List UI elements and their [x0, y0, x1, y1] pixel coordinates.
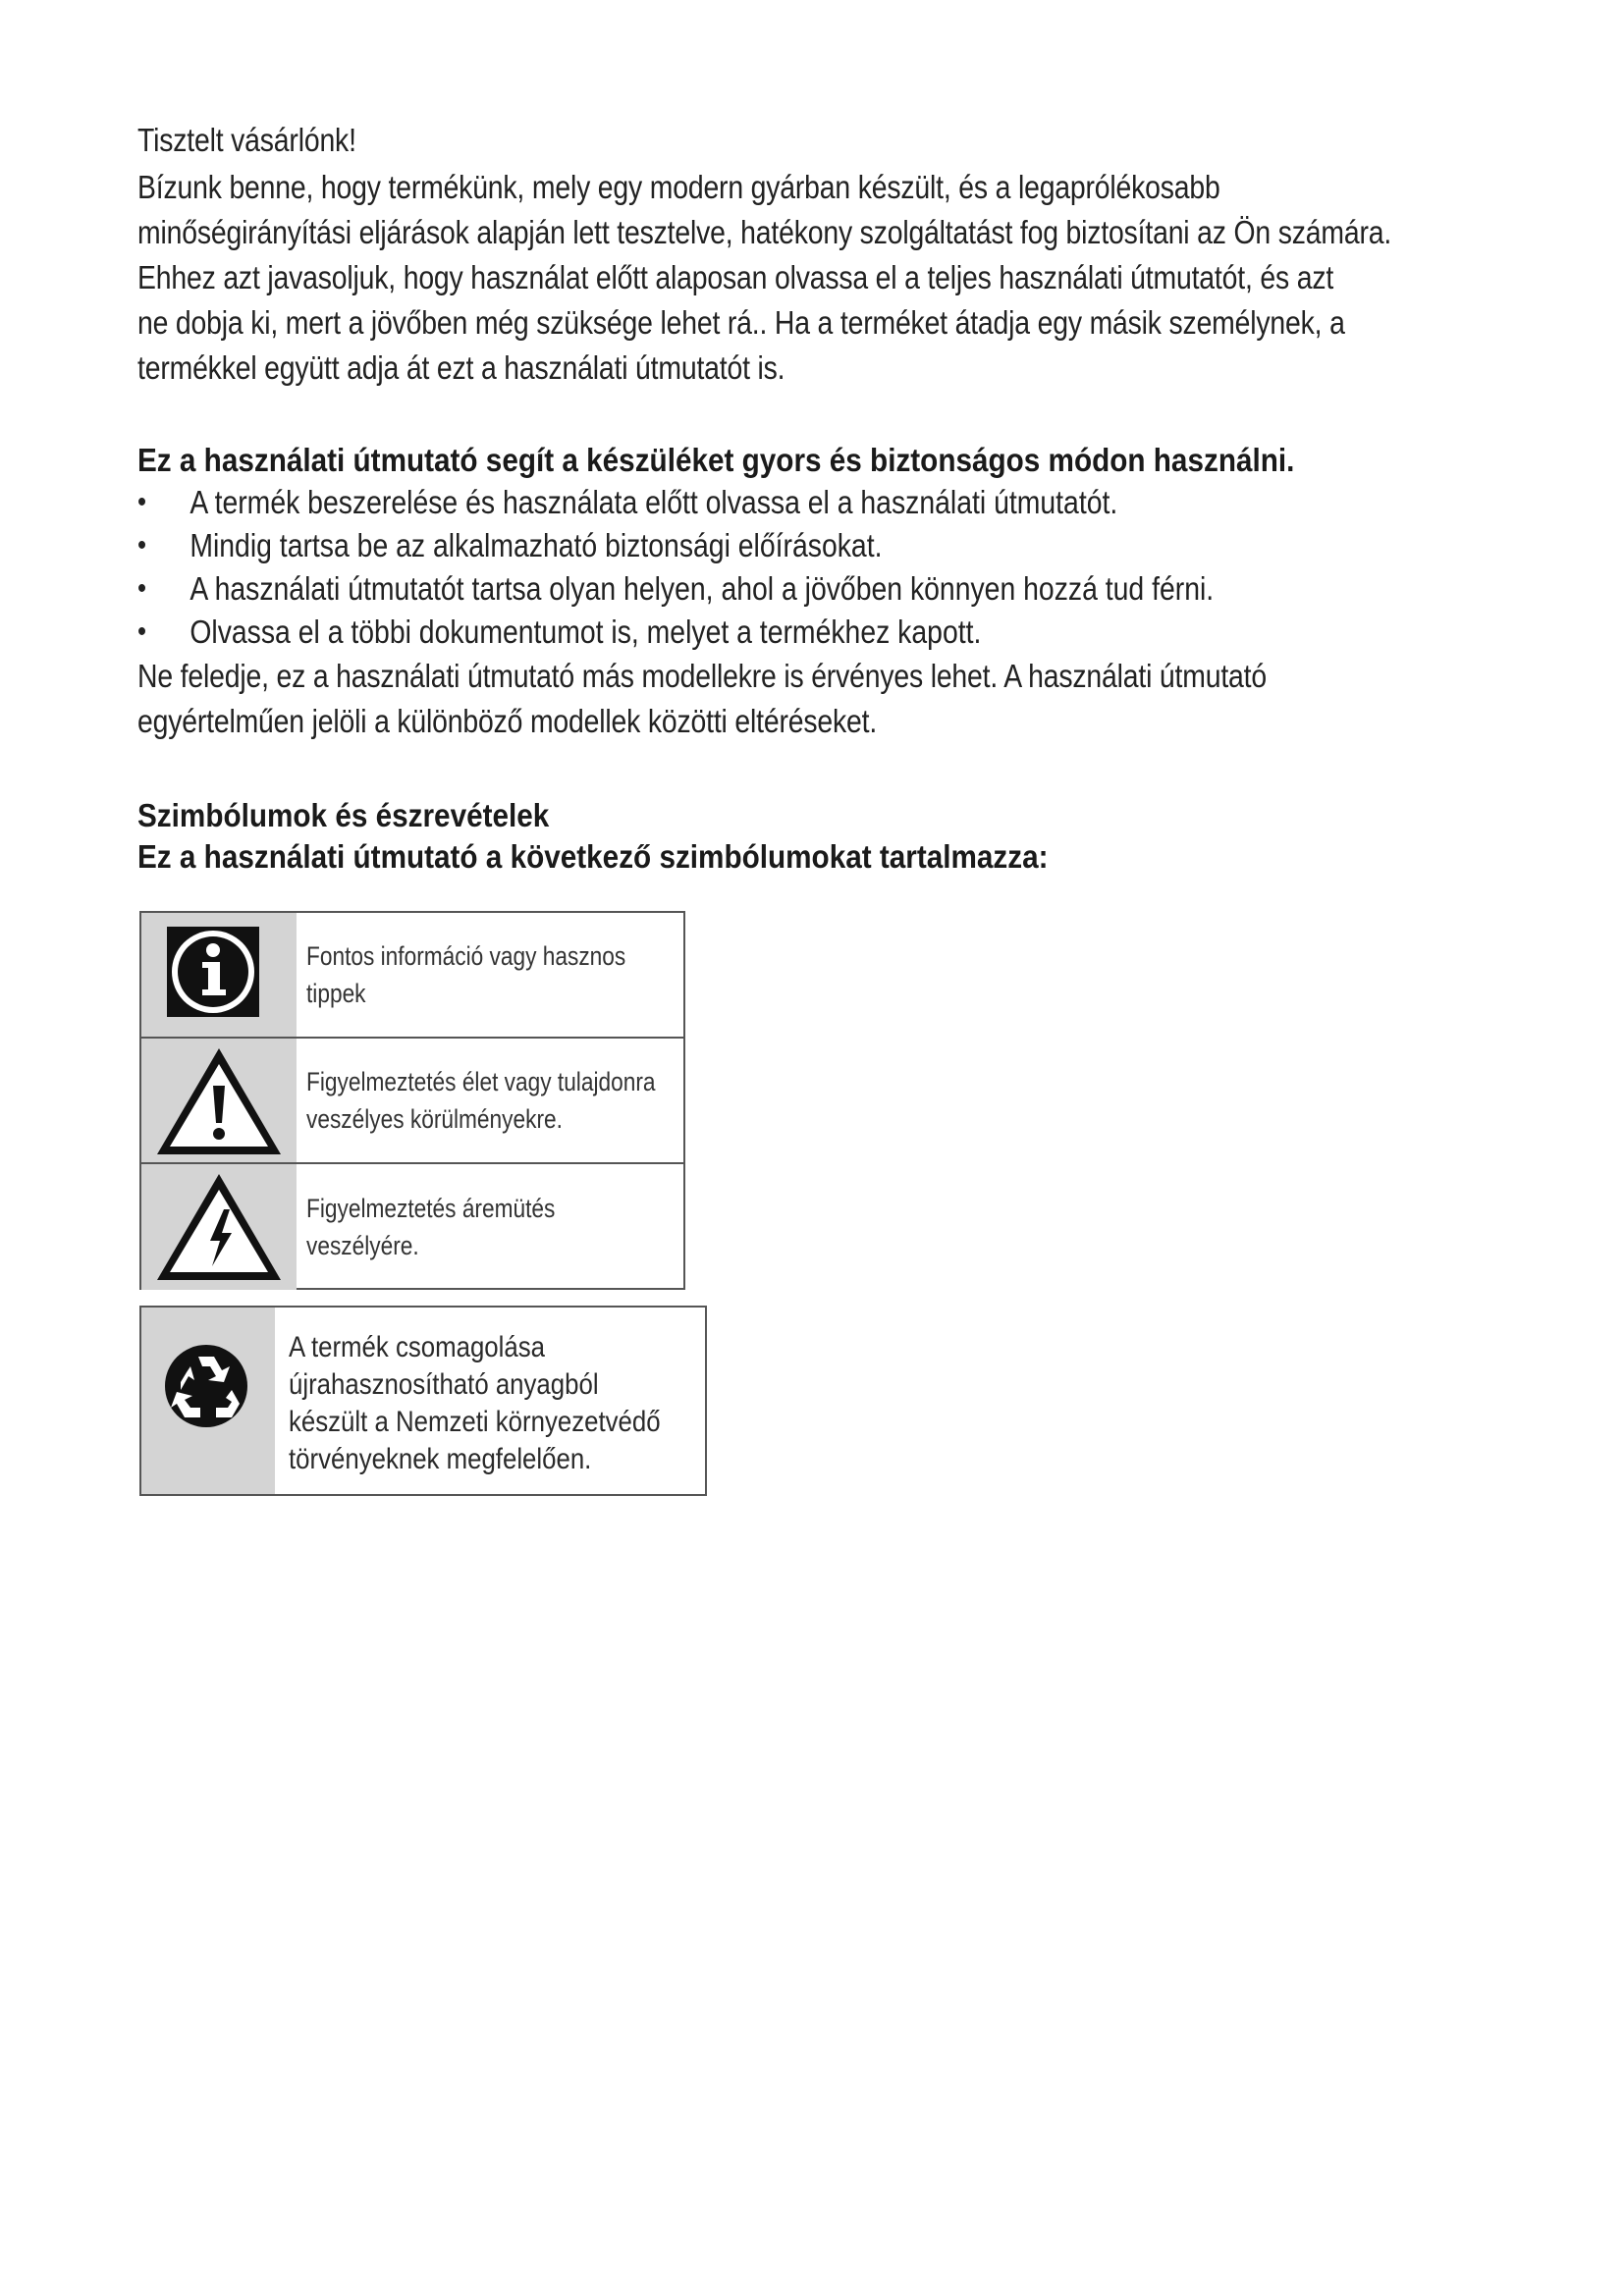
bullet-dot: •	[137, 615, 147, 648]
guide-bullet-list	[137, 481, 1512, 654]
bullet-item	[137, 567, 1558, 611]
bullet-text: Mindig tartsa be az alkalmazható biztonsági előírásokat.	[189, 527, 883, 563]
bullet-text: A használati útmutatót tartsa olyan helyen, ahol a jövőben könnyen hozzá tud férni.	[189, 570, 1215, 607]
bullet-dot: •	[137, 529, 147, 561]
intro-paragraph	[137, 165, 1512, 391]
warning-icon	[141, 1039, 297, 1164]
bullet-text: Olvassa el a többi dokumentumot is, melyet a termékhez kapott.	[189, 614, 982, 650]
electric-shock-icon	[141, 1164, 297, 1290]
recycle-text-line: készült a Nemzeti környezetvédő	[289, 1406, 661, 1438]
greeting: Tisztelt vásárlónk!	[137, 122, 356, 158]
intro-line: ne dobja ki, mert a jövőben még szüksége lehet rá.. Ha a terméket átadja egy másik személynek, a	[137, 304, 1345, 341]
document-page	[137, 118, 1512, 878]
bullet-item	[137, 524, 1558, 567]
bullet-dot: •	[137, 572, 147, 605]
bullet-text: A termék beszerelése és használata előtt olvassa el a használati útmutatót.	[189, 484, 1118, 520]
symbol-text-line: tippek	[306, 979, 366, 1008]
intro-line: Bízunk benne, hogy termékünk, mely egy modern gyárban készült, és a legaprólékosabb	[137, 169, 1220, 205]
symbol-text-line: veszélyes körülményekre.	[306, 1104, 563, 1134]
recycle-text-line: A termék csomagolása	[289, 1331, 545, 1363]
recycle-notice	[139, 1306, 707, 1496]
symbol-text-line: Figyelmeztetés élet vagy tulajdonra	[306, 1067, 656, 1096]
symbol-text-line: Fontos információ vagy hasznos	[306, 941, 626, 971]
symbol-row-info	[141, 913, 683, 1039]
bullet-item	[137, 611, 1558, 654]
symbol-row-warning	[141, 1039, 683, 1164]
recycle-text-line: újrahasznosítható anyagból	[289, 1368, 599, 1401]
recycle-text-line: törvényeknek megfelelően.	[289, 1443, 592, 1475]
intro-line: Ehhez azt javasoljuk, hogy használat előtt alaposan olvassa el a teljes használati útmutatót, és azt	[137, 259, 1334, 295]
guide-heading: Ez a használati útmutató segít a készüléket gyors és biztonságos módon használni.	[137, 442, 1295, 478]
symbols-heading: Szimbólumok és észrevételek	[137, 797, 550, 833]
recycle-icon	[141, 1308, 275, 1494]
bullet-item	[137, 481, 1558, 524]
symbol-row-electric-shock	[141, 1164, 683, 1290]
symbols-table	[139, 911, 685, 1290]
symbol-text-line: Figyelmeztetés áremütés veszélyére.	[306, 1194, 556, 1260]
intro-line: minőségirányítási eljárások alapján lett tesztelve, hatékony szolgáltatást fog biztosítani az Ön számára.	[137, 214, 1392, 250]
model-note	[137, 654, 1512, 744]
symbols-subheading: Ez a használati útmutató a következő szimbólumokat tartalmazza:	[137, 838, 1049, 875]
note-line: Ne feledje, ez a használati útmutató más modellekre is érvényes lehet. A használati útmutató	[137, 658, 1267, 694]
info-icon	[141, 913, 297, 1039]
intro-line: termékkel együtt adja át ezt a használati útmutatót is.	[137, 349, 785, 386]
bullet-dot: •	[137, 486, 147, 518]
note-line: egyértelműen jelöli a különböző modellek közötti eltéréseket.	[137, 703, 878, 739]
